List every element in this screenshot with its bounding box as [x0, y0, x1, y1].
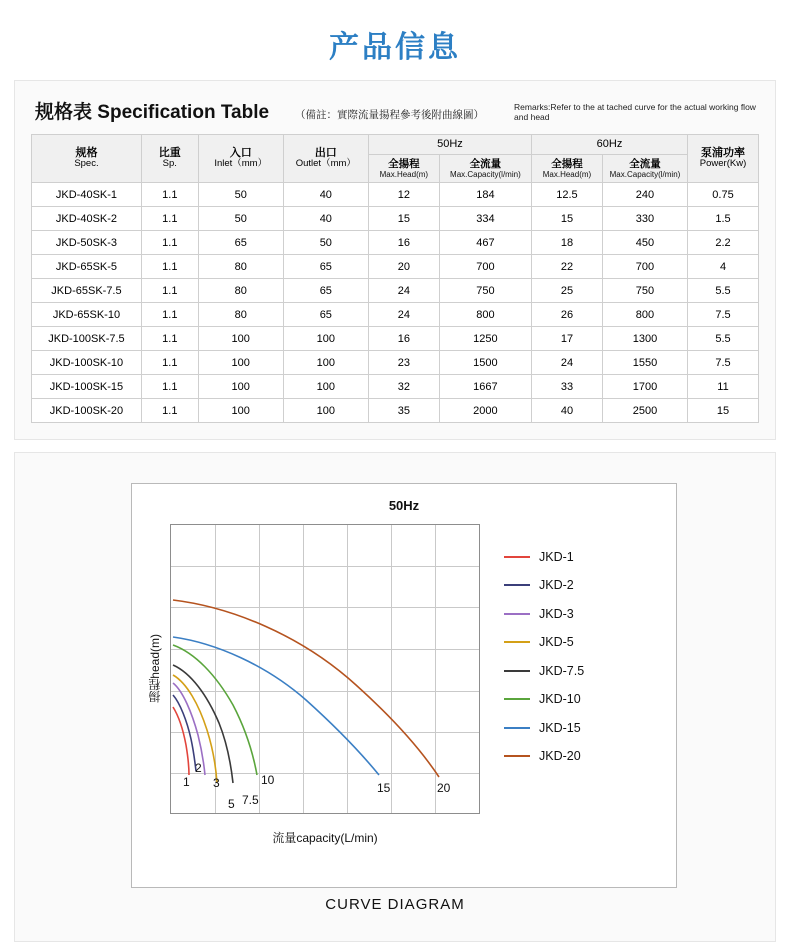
legend-swatch-icon [504, 727, 530, 729]
chart-frame [131, 483, 677, 888]
specification-table [31, 134, 759, 423]
point-label: 2 [195, 761, 202, 776]
legend-item [504, 713, 664, 742]
table-row: JKD-65SK-5 1.1 80 65 20 700 22 700 4 [32, 255, 759, 279]
curve-diagram-caption: CURVE DIAGRAM [325, 896, 465, 914]
legend-label: JKD-1 [539, 549, 574, 564]
legend-label: JKD-20 [539, 749, 581, 763]
th-spec: 规格 Spec. [32, 135, 142, 183]
table-row: JKD-100SK-20 1.1 100 100 35 2000 40 2500 15 [32, 399, 759, 423]
y-axis-label: 揚程head(m) [148, 634, 162, 703]
th-group-50hz: 50Hz [368, 135, 531, 155]
chart-title: 50Hz [388, 498, 420, 514]
point-label: 20 [437, 781, 451, 796]
table-row: JKD-50SK-3 1.1 65 50 16 467 18 450 2.2 [32, 231, 759, 255]
table-row: JKD-100SK-15 1.1 100 100 32 1667 33 1700 11 [32, 375, 759, 399]
legend-swatch-icon [504, 755, 530, 757]
legend-swatch-icon [504, 641, 530, 643]
th-50hz-capacity: 全流量 Max.Capacity(l/min) [439, 155, 531, 183]
point-label: 1 [183, 775, 190, 790]
th-60hz-capacity: 全流量 Max.Capacity(l/min) [602, 155, 687, 183]
legend-item [504, 628, 664, 657]
legend-label: JKD-15 [539, 720, 581, 735]
point-label: 15 [377, 781, 391, 796]
point-label: 10 [261, 773, 275, 788]
spec-table-body [32, 183, 759, 423]
spec-title-en: Specification Table [97, 102, 270, 123]
th-60hz-head: 全揚程 Max.Head(m) [532, 155, 603, 183]
legend-label: JKD-7.5 [539, 663, 585, 678]
th-power: 泵浦功率 Power(Kw) [688, 135, 759, 183]
th-outlet: 出口 Outlet（mm） [283, 135, 368, 183]
point-label: 5 [228, 797, 235, 812]
legend-swatch-icon [504, 556, 530, 558]
legend-swatch-icon [504, 698, 530, 700]
spec-table-header [31, 95, 759, 134]
legend-item [504, 599, 664, 628]
table-row: JKD-40SK-1 1.1 50 40 12 184 12.5 240 0.75 [32, 183, 759, 207]
legend-label: JKD-2 [539, 578, 574, 592]
table-header-row-1 [32, 135, 759, 155]
legend-swatch-icon [504, 584, 530, 586]
th-inlet: 入口 Inlet（mm） [198, 135, 283, 183]
curve-lines [171, 525, 481, 815]
table-row: JKD-40SK-2 1.1 50 40 15 334 15 330 1.5 [32, 207, 759, 231]
table-row: JKD-65SK-7.5 1.1 80 65 24 750 25 750 5.5 [32, 279, 759, 303]
legend-item [504, 685, 664, 714]
th-50hz-head: 全揚程 Max.Head(m) [368, 155, 439, 183]
spec-note: （備註：實際流量揚程參考後附曲線圖） [295, 109, 485, 121]
th-group-60hz: 60Hz [532, 135, 688, 155]
th-sp: 比重 Sp. [141, 135, 198, 183]
point-label: 7.5 [242, 793, 259, 808]
spec-title [35, 97, 269, 124]
spec-title-cn: 规格表 [35, 102, 93, 123]
table-row: JKD-100SK-7.5 1.1 100 100 16 1250 17 1300 5.5 [32, 327, 759, 351]
legend-swatch-icon [504, 613, 530, 615]
page-title: 产品信息 [329, 31, 461, 64]
chart-plot-area [170, 524, 480, 814]
spec-remark: Remarks:Refer to the at tached curve for the actual working flow and head [514, 101, 756, 123]
x-axis-label: 流量capacity(L/min) [272, 831, 378, 846]
legend-item [504, 742, 664, 771]
table-row: JKD-100SK-10 1.1 100 100 23 1500 24 1550 7.5 [32, 351, 759, 375]
legend-label: JKD-5 [539, 635, 574, 649]
point-label: 3 [213, 776, 220, 791]
legend-item [504, 542, 664, 571]
chart-legend [504, 542, 664, 770]
legend-label: JKD-3 [539, 606, 574, 621]
legend-item [504, 571, 664, 600]
table-row: JKD-65SK-10 1.1 80 65 24 800 26 800 7.5 [32, 303, 759, 327]
legend-label: JKD-10 [539, 692, 581, 706]
curve-diagram-card [14, 452, 776, 942]
legend-item [504, 656, 664, 685]
spec-table-card [14, 80, 776, 440]
legend-swatch-icon [504, 670, 530, 672]
